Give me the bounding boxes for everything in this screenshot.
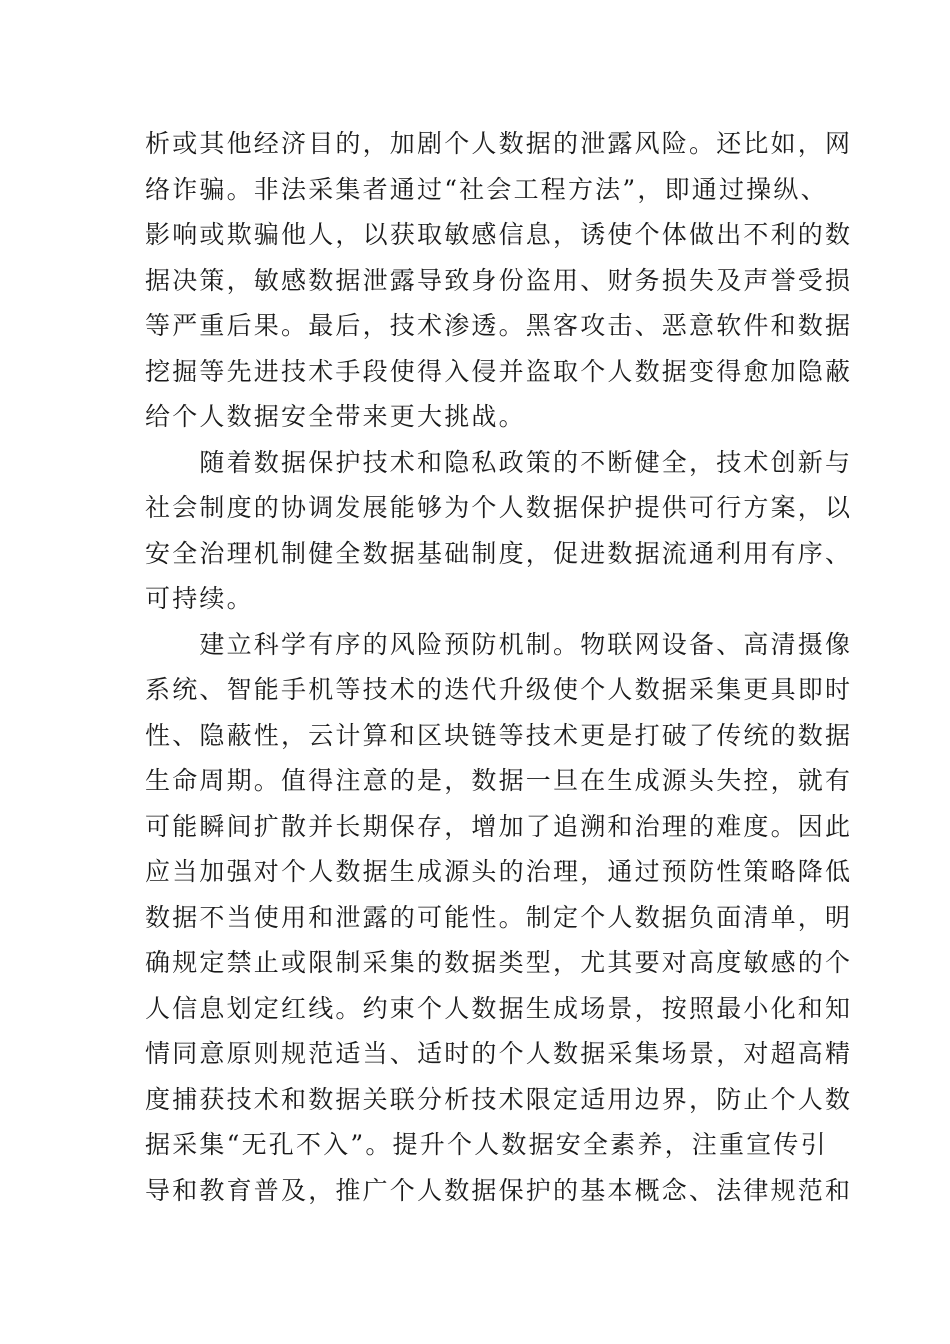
text-line: 给个人数据安全带来更大挑战。 (145, 402, 526, 431)
text-line: 络诈骗。非法采集者通过“社会工程方法”，即通过操纵、 (145, 174, 828, 204)
text-line: 影响或欺骗他人，以获取敏感信息，诱使个体做出不利的数 (145, 220, 853, 249)
text-line: 随着数据保护技术和隐私政策的不断健全，技术创新与 (145, 447, 853, 477)
paragraph-1 (145, 121, 853, 440)
text-line: 挖掘等先进技术手段使得入侵并盗取个人数据变得愈加隐蔽 (145, 356, 853, 386)
text-line: 据采集“无孔不入”。提升个人数据安全素养，注重宣传引 (145, 1130, 828, 1159)
text-line: 应当加强对个人数据生成源头的治理，通过预防性策略降低 (145, 857, 853, 886)
text-line: 情同意原则规范适当、适时的个人数据采集场景，对超高精 (145, 1039, 853, 1068)
text-line: 导和教育普及，推广个人数据保护的基本概念、法律规范和 (145, 1175, 853, 1205)
text-line: 析或其他经济目的，加剧个人数据的泄露风险。还比如，网 (145, 129, 853, 158)
text-line: 等严重后果。最后，技术渗透。黑客攻击、恶意软件和数据 (145, 311, 853, 340)
body-text (145, 121, 853, 1213)
text-line: 据决策，敏感数据泄露导致身份盗用、财务损失及声誉受损 (145, 265, 853, 295)
text-line: 人信息划定红线。约束个人数据生成场景，按照最小化和知 (145, 993, 853, 1023)
text-line: 度捕获技术和数据关联分析技术限定适用边界，防止个人数 (145, 1084, 853, 1114)
text-line: 可能瞬间扩散并长期保存，增加了追溯和治理的难度。因此 (145, 811, 853, 841)
text-line: 确规定禁止或限制采集的数据类型，尤其要对高度敏感的个 (145, 948, 853, 977)
text-line: 安全治理机制健全数据基础制度，促进数据流通利用有序、 (145, 538, 853, 568)
text-line: 建立科学有序的风险预防机制。物联网设备、高清摄像 (145, 629, 853, 659)
text-line: 系统、智能手机等技术的迭代升级使个人数据采集更具即时 (145, 675, 853, 704)
paragraph-2 (145, 440, 853, 622)
text-line: 性、隐蔽性，云计算和区块链等技术更是打破了传统的数据 (145, 720, 853, 750)
text-line: 生命周期。值得注意的是，数据一旦在生成源头失控，就有 (145, 766, 853, 795)
text-line: 可持续。 (145, 584, 254, 613)
text-line: 数据不当使用和泄露的可能性。制定个人数据负面清单，明 (145, 902, 853, 932)
paragraph-3 (145, 622, 853, 1214)
text-line: 社会制度的协调发展能够为个人数据保护提供可行方案，以 (145, 493, 853, 522)
